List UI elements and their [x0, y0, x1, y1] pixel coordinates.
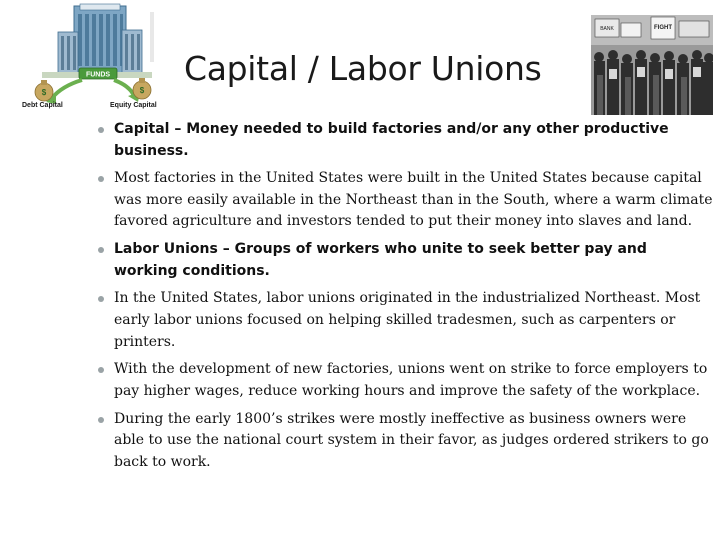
capital-illustration	[22, 2, 162, 114]
bullet-dot-icon	[98, 127, 104, 133]
bullet-text: Labor Unions – Groups of workers who unite to seek better pay and working conditions.	[114, 241, 647, 279]
bullet-dot-icon	[98, 176, 104, 182]
strikers-photo-image	[591, 15, 713, 115]
bullet-dot-icon	[98, 296, 104, 302]
bullet-text: In the United States, labor unions originated in the industrialized Northeast. Most early labor unions focused on helping skilled tradesmen, such as carpenters or printers.	[114, 290, 701, 350]
slide-title: Capital / Labor Unions	[184, 49, 542, 88]
svg-text:$: $	[139, 86, 145, 95]
bullet-dot-icon	[98, 417, 104, 423]
strike-photo	[591, 15, 713, 115]
bullet-text: Capital – Money needed to build factories and/or any other productive business.	[114, 121, 669, 159]
bullet-item	[96, 239, 714, 282]
bullet-item	[96, 288, 714, 353]
bullet-item	[96, 359, 714, 402]
bullet-dot-icon	[98, 367, 104, 373]
bullet-dot-icon	[98, 247, 104, 253]
capital-building-icon	[22, 2, 162, 114]
bullet-text: With the development of new factories, unions went on strike to force employers to pay higher wages, reduce working hours and improve the safety of the workplace.	[114, 361, 708, 399]
bullet-item	[96, 119, 714, 162]
debt-capital-label: Debt Capital	[22, 102, 63, 109]
photo-sign-right: FIGHT	[654, 25, 672, 31]
photo-sign-left: BANK	[600, 26, 614, 32]
bullet-list	[96, 119, 714, 480]
bullet-item	[96, 409, 714, 474]
funds-sign-text: FUNDS	[85, 71, 111, 79]
bullet-text: During the early 1800’s strikes were mostly ineffective as business owners were able to use the national court system in their favor, as judges ordered strikers to go back to work.	[114, 410, 709, 471]
bullet-text: Most factories in the United States were built in the United States because capital was more easily available in the Northeast than in the South, where a warm climate favored agriculture and investors tended to put their money into slaves and land.	[114, 170, 713, 230]
equity-capital-label: Equity Capital	[110, 102, 157, 109]
bullet-item	[96, 168, 714, 233]
svg-text:$: $	[41, 88, 47, 97]
